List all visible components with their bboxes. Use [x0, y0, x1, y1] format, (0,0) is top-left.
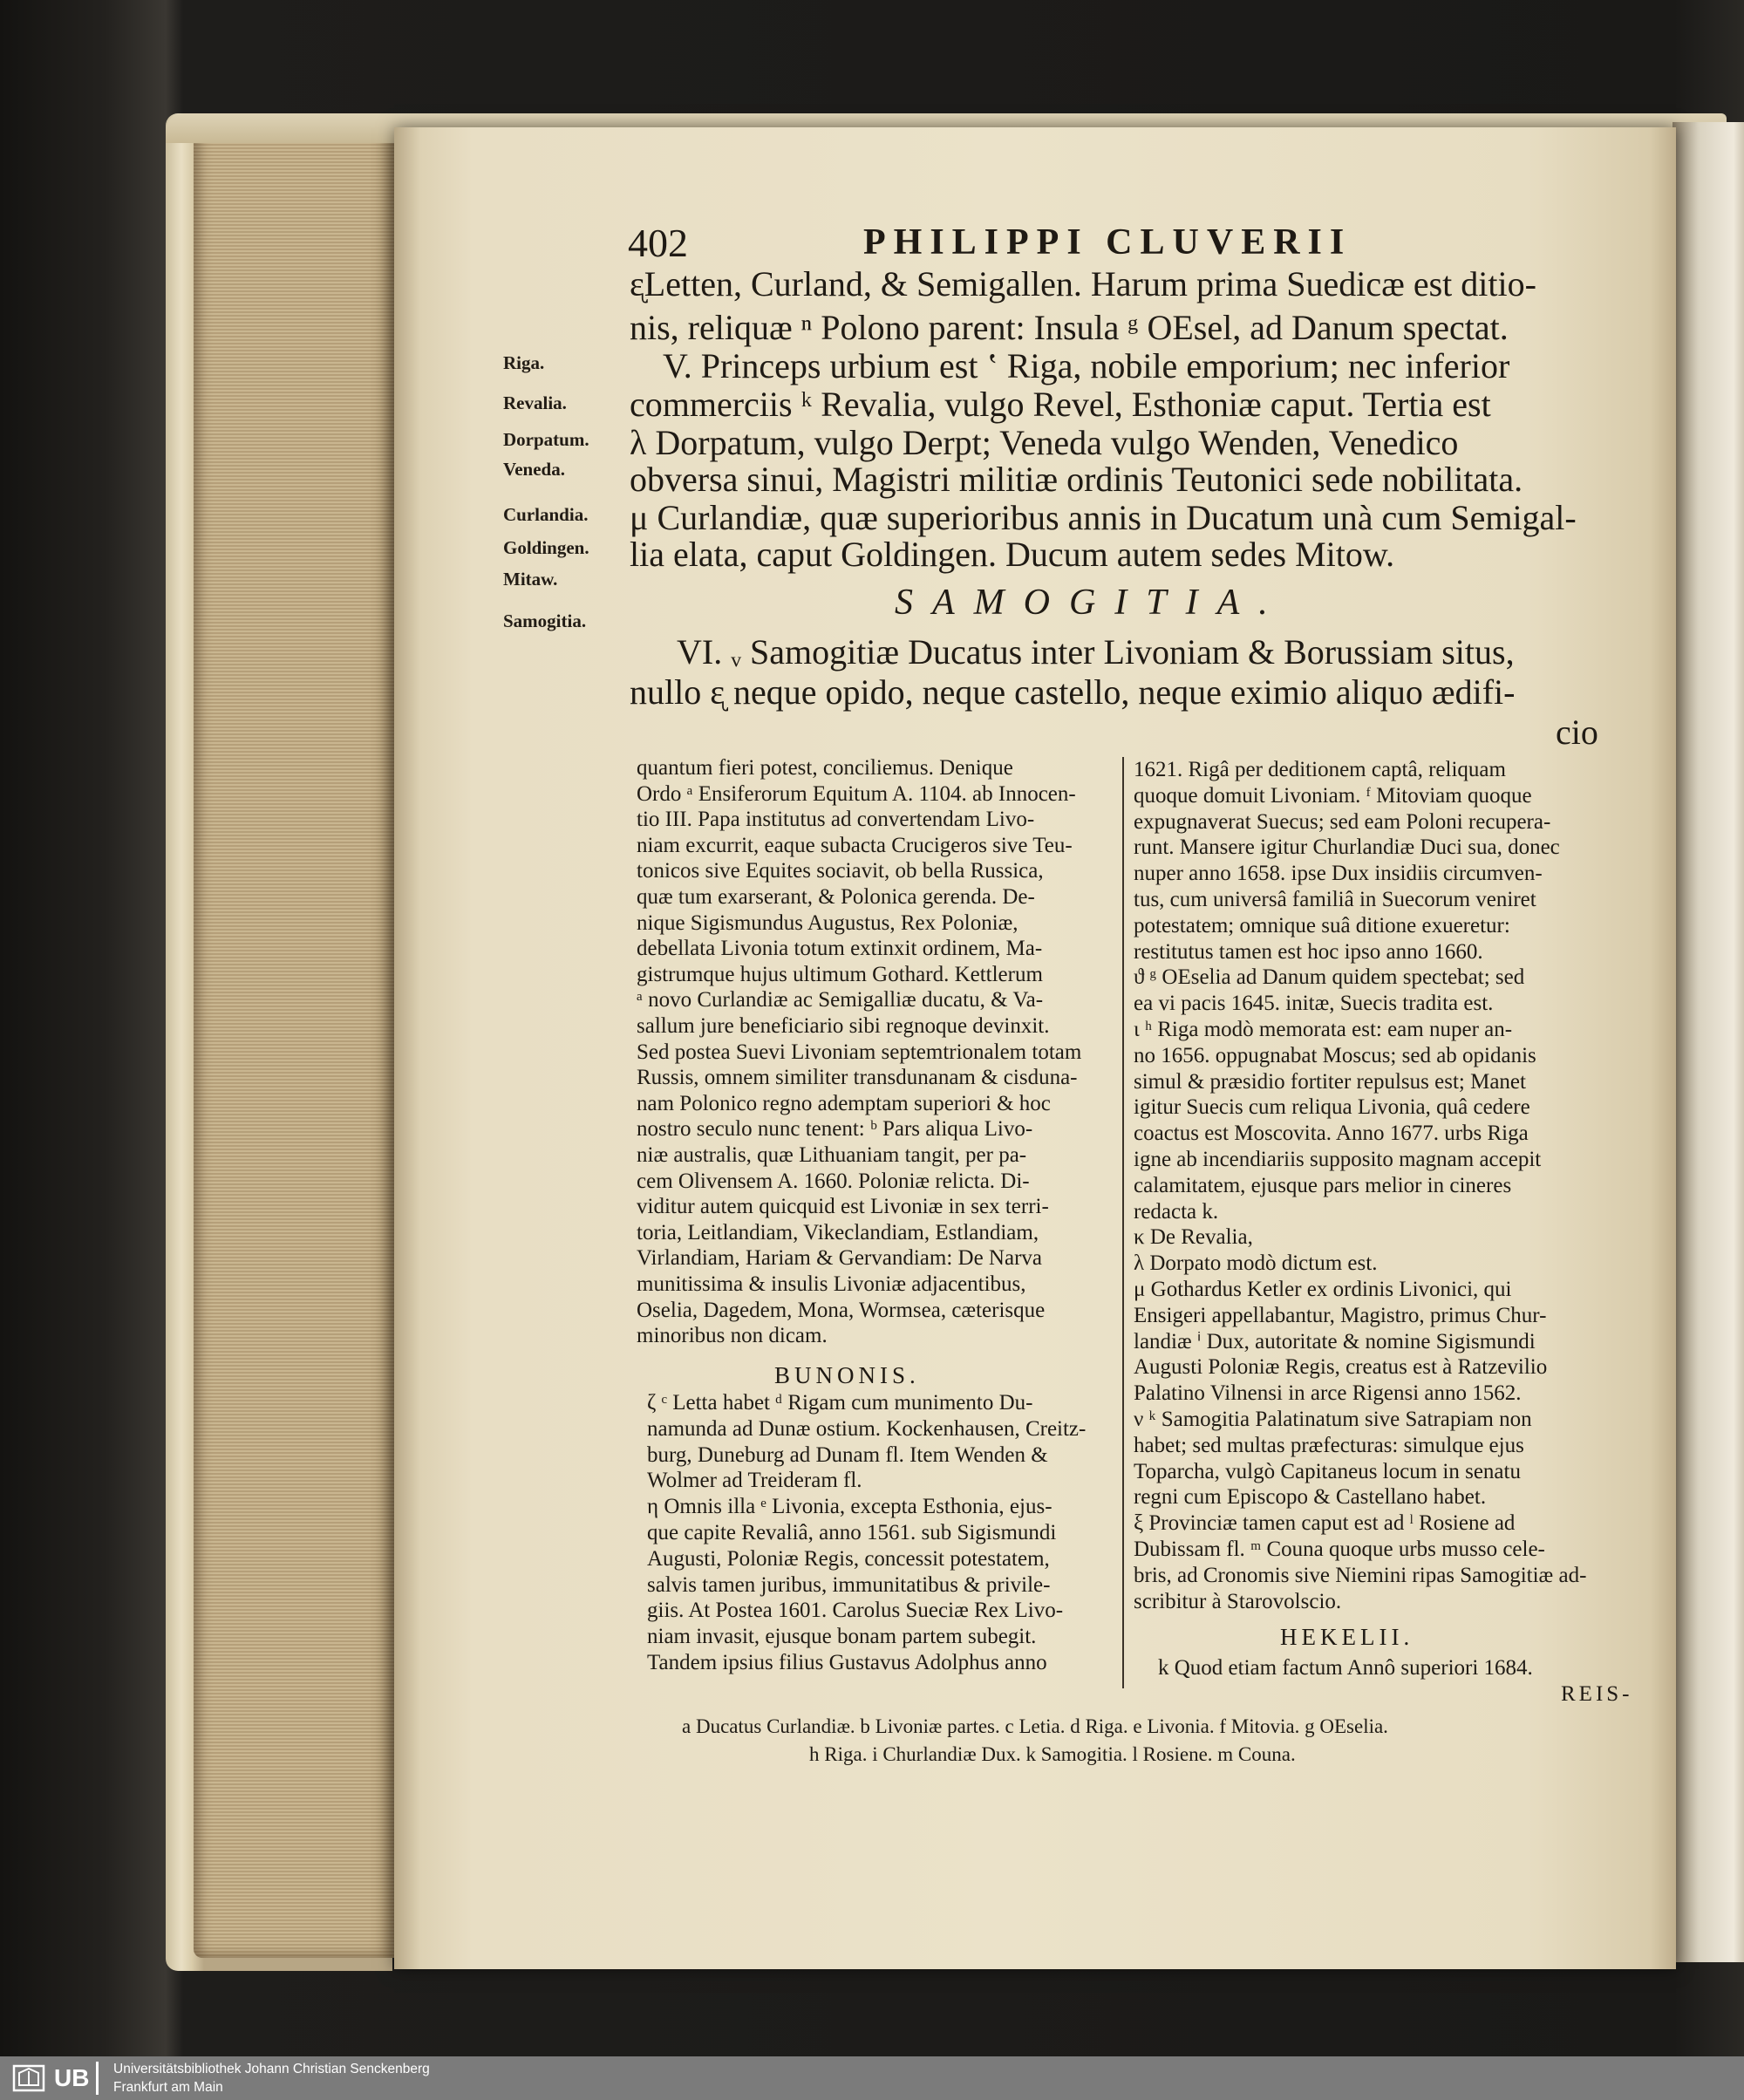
- commentary-line: coactus est Moscovita. Anno 1677. urbs Riga: [1134, 1122, 1529, 1146]
- commentary-line: igne ab incendiariis supposito magnam accepit: [1134, 1148, 1542, 1171]
- commentary-line: giis. At Postea 1601. Carolus Sueciæ Rex Livo-: [647, 1599, 1064, 1623]
- commentary-line: no 1656. oppugnabat Moscus; sed ab opidanis: [1134, 1043, 1536, 1067]
- margin-note: Riga.: [503, 352, 545, 373]
- commentary-line: nam Polonico regno ademptam superiori & hoc: [637, 1091, 1051, 1115]
- commentary-line: ξ Provinciæ tamen caput est ad ˡ Rosiene ad: [1134, 1511, 1516, 1536]
- commentary-line: Tandem ipsius filius Gustavus Adolphus anno: [647, 1651, 1047, 1674]
- main-text-line: lia elata, caput Goldingen. Ducum autem sedes Mitow.: [630, 535, 1395, 574]
- commentary-line: burg, Duneburg ad Dunam fl. Item Wenden &: [647, 1442, 1048, 1467]
- commentary-line: que capite Revaliâ, anno 1561. sub Sigismundi: [647, 1521, 1057, 1544]
- commentary-line: quantum fieri potest, conciliemus. Denique: [637, 756, 1013, 780]
- commentary-line: regni cum Episcopo & Castellano habet.: [1134, 1485, 1487, 1510]
- commentary-line: runt. Mansere igitur Churlandiæ Duci sua, donec: [1134, 835, 1560, 860]
- commentary-line: ν ᵏ Samogitia Palatinatum sive Satrapiam non: [1134, 1408, 1532, 1431]
- commentary-line: quoque domuit Livoniam. ᶠ Mitoviam quoque: [1134, 783, 1532, 808]
- footnote-line: h Riga. i Churlandiæ Dux. k Samogitia. l Rosiene. m Couna.: [809, 1743, 1296, 1765]
- commentary-line: λ Dorpato modò dictum est.: [1134, 1251, 1378, 1276]
- library-name: [113, 2060, 430, 2097]
- commentary-line: namunda ad Dunæ ostium. Kockenhausen, Creitz-: [647, 1416, 1087, 1441]
- commentary-line: ι ʰ Riga modò memorata est: eam nuper an-: [1134, 1018, 1513, 1041]
- library-emblem-icon: [10, 2061, 47, 2096]
- commentary-line: debellata Livonia totum extinxit ordinem, Ma-: [637, 937, 1043, 961]
- margin-note: Veneda.: [503, 459, 565, 480]
- commentary-line: nique Sigismundus Augustus, Rex Poloniæ,: [637, 910, 1018, 935]
- commentary-line: Sed postea Suevi Livoniam septemtrionalem totam: [637, 1040, 1082, 1064]
- commentary-line: viditur autem quicquid est Livoniæ in sex terri-: [637, 1195, 1049, 1219]
- margin-note: Dorpatum.: [503, 429, 589, 450]
- column-rule: [1122, 757, 1124, 1688]
- library-name-line1: Universitätsbibliothek Johann Christian Senckenberg: [113, 2062, 430, 2076]
- main-text-line: obversa sinui, Magistri militiæ ordinis Teutonici sede nobilitata.: [630, 460, 1523, 499]
- commentary-line: calamitatem, ejusque pars melior in cineres: [1134, 1173, 1512, 1197]
- main-text-line: nis, reliquæ ⁿ Polono parent: Insula ᵍ OEsel, ad Danum spectat.: [630, 308, 1509, 347]
- commentary-line: Augusti, Poloniæ Regis, concessit potestatem,: [647, 1546, 1050, 1571]
- library-logo: [10, 2061, 99, 2096]
- commentary-line: toria, Leitlandiam, Vikeclandiam, Estlandiam,: [637, 1220, 1039, 1244]
- main-text-line: V. Princeps urbium est ʽ Riga, nobile emporium; nec inferior: [663, 346, 1510, 385]
- right-commentary-heading: HEKELII.: [1280, 1624, 1414, 1650]
- commentary-line: ζ ᶜ Letta habet ᵈ Rigam cum munimento Du-: [647, 1391, 1033, 1415]
- commentary-line: 1621. Rigâ per deditionem captâ, reliquam: [1134, 758, 1506, 781]
- commentary-line: niam excurrit, eaque subacta Crucigeros sive Teu-: [637, 833, 1073, 857]
- commentary-line: habet; sed multas præfecturas: simulque ejus: [1134, 1433, 1524, 1457]
- section-text-line: VI. ᵥ Samogitiæ Ducatus inter Livoniam & Borussiam situs,: [677, 632, 1515, 672]
- commentary-line: redacta k.: [1134, 1199, 1219, 1224]
- commentary-line: κ De Revalia,: [1134, 1225, 1253, 1250]
- footnote-line: a Ducatus Curlandiæ. b Livoniæ partes. c Letia. d Riga. e Livonia. f Mitovia. g OEselia.: [682, 1715, 1388, 1737]
- commentary-line: Palatino Vilnensi in arce Rigensi anno 1562.: [1134, 1381, 1522, 1406]
- library-logo-divider: [96, 2062, 99, 2095]
- commentary-line: scribitur à Starovolscio.: [1134, 1589, 1342, 1613]
- main-text-line: λ Dorpatum, vulgo Derpt; Veneda vulgo Wenden, Venedico: [630, 423, 1459, 462]
- commentary-line: nuper anno 1658. ipse Dux insidiis circumven-: [1134, 862, 1543, 886]
- commentary-line: η Omnis illa ᵉ Livonia, excepta Esthonia, ejus-: [647, 1495, 1053, 1519]
- library-logo-text: UB: [54, 2064, 90, 2091]
- commentary-line: niæ australis, quæ Lithuaniam tangit, per pa-: [637, 1143, 1027, 1167]
- margin-note: Samogitia.: [503, 610, 587, 631]
- main-text-line: commerciis ᵏ Revalia, vulgo Revel, Esthoniæ caput. Tertia est: [630, 385, 1491, 424]
- catchword: REIS-: [1561, 1682, 1633, 1706]
- commentary-line: Ordo ᵃ Ensiferorum Equitum A. 1104. ab Innocen-: [637, 781, 1076, 806]
- commentary-line: μ Gothardus Ketler ex ordinis Livonici, qui: [1134, 1278, 1512, 1301]
- commentary-line: Toparcha, vulgò Capitaneus locum in senatu: [1134, 1459, 1521, 1483]
- commentary-line: Virlandiam, Hariam & Gervandiam: De Narva: [637, 1246, 1042, 1271]
- library-name-line2: Frankfurt am Main: [113, 2080, 223, 2095]
- commentary-line: salvis tamen juribus, immunitatibus & privile-: [647, 1572, 1051, 1597]
- commentary-line: nostro seculo nunc tenent: ᵇ Pars aliqua Livo-: [637, 1117, 1033, 1142]
- commentary-line: Dubissam fl. ᵐ Couna quoque urbs musso cele-: [1134, 1538, 1545, 1561]
- main-text-line: μ Curlandiæ, quæ superioribus annis in Ducatum unà cum Semigal-: [630, 498, 1577, 537]
- section-text-line: cio: [1556, 712, 1598, 752]
- commentary-line: minoribus non dicam.: [637, 1324, 828, 1348]
- left-commentary-heading: BUNONIS.: [774, 1362, 920, 1388]
- commentary-line: ea vi pacis 1645. initæ, Suecis tradita est.: [1134, 992, 1494, 1016]
- section-text-line: nullo ᶓ neque opido, neque castello, neque eximio aliquo ædifi-: [630, 672, 1516, 712]
- commentary-line: cem Olivensem A. 1660. Poloniæ relicta. Di-: [637, 1169, 1030, 1193]
- commentary-line: ϑ ᵍ OEselia ad Danum quidem spectebat; sed: [1134, 965, 1525, 990]
- margin-note: Revalia.: [503, 392, 567, 413]
- commentary-line: simul & præsidio fortiter repulsus est; Manet: [1134, 1069, 1526, 1094]
- commentary-line: tio III. Papa institutus ad convertendam Livo-: [637, 808, 1035, 832]
- commentary-line: Oselia, Dagedem, Mona, Wormsea, cæterisque: [637, 1298, 1046, 1322]
- commentary-line: tonicos sive Equites sociavit, ob bella Russica,: [637, 859, 1044, 883]
- commentary-line: tus, cum universâ familiâ in Suecorum veniret: [1134, 888, 1536, 911]
- right-commentary-last-line: k Quod etiam factum Annô superiori 1684.: [1158, 1656, 1533, 1680]
- commentary-line: gistrumque hujus ultimum Gothard. Kettlerum: [637, 962, 1043, 986]
- commentary-line: munitissima & insulis Livoniæ adjacentibus,: [637, 1272, 1026, 1296]
- adjacent-page-edge: [1672, 122, 1744, 1962]
- page-number: 402: [628, 221, 688, 265]
- commentary-line: Wolmer ad Treideram fl.: [647, 1469, 862, 1493]
- commentary-line: expugnaverat Suecus; sed eam Poloni recupera-: [1134, 809, 1551, 834]
- margin-note: Curlandia.: [503, 504, 589, 525]
- margin-note: Goldingen.: [503, 537, 589, 558]
- commentary-line: restitutus tamen est hoc ipso anno 1660.: [1134, 939, 1483, 964]
- commentary-line: Augusti Poloniæ Regis, creatus est à Ratzevilio: [1134, 1355, 1548, 1380]
- margin-note: Mitaw.: [503, 569, 558, 590]
- commentary-line: ᵃ novo Curlandiæ ac Semigalliæ ducatu, & Va-: [637, 988, 1044, 1012]
- commentary-line: niam invasit, ejusque bonam partem subegit.: [647, 1625, 1037, 1649]
- page-fore-edge: [194, 126, 394, 1958]
- main-text-line: ᶓLetten, Curland, & Semigallen. Harum prima Suedicæ est ditio-: [630, 264, 1536, 303]
- commentary-line: bris, ad Cronomis sive Niemini ripas Samogitiæ ad-: [1134, 1563, 1587, 1587]
- commentary-line: potestatem; omnique suâ ditione exueretur:: [1134, 913, 1510, 938]
- commentary-line: sallum jure beneficiario sibi regnoque devinxit.: [637, 1014, 1050, 1038]
- commentary-line: Ensigeri appellabantur, Magistro, primus Chur-: [1134, 1303, 1547, 1327]
- commentary-line: Russis, omnem similiter transdunanam & cisduna-: [637, 1066, 1078, 1090]
- section-title: SAMOGITIA.: [895, 583, 1287, 623]
- commentary-line: igitur Suecis cum reliqua Livonia, quâ cedere: [1134, 1095, 1530, 1120]
- commentary-line: landiæ ⁱ Dux, autoritate & nomine Sigismundi: [1134, 1329, 1536, 1353]
- commentary-line: quæ tum exarserant, & Polonica gerenda. De-: [637, 885, 1035, 909]
- running-head: PHILIPPI CLUVERII: [863, 222, 1352, 262]
